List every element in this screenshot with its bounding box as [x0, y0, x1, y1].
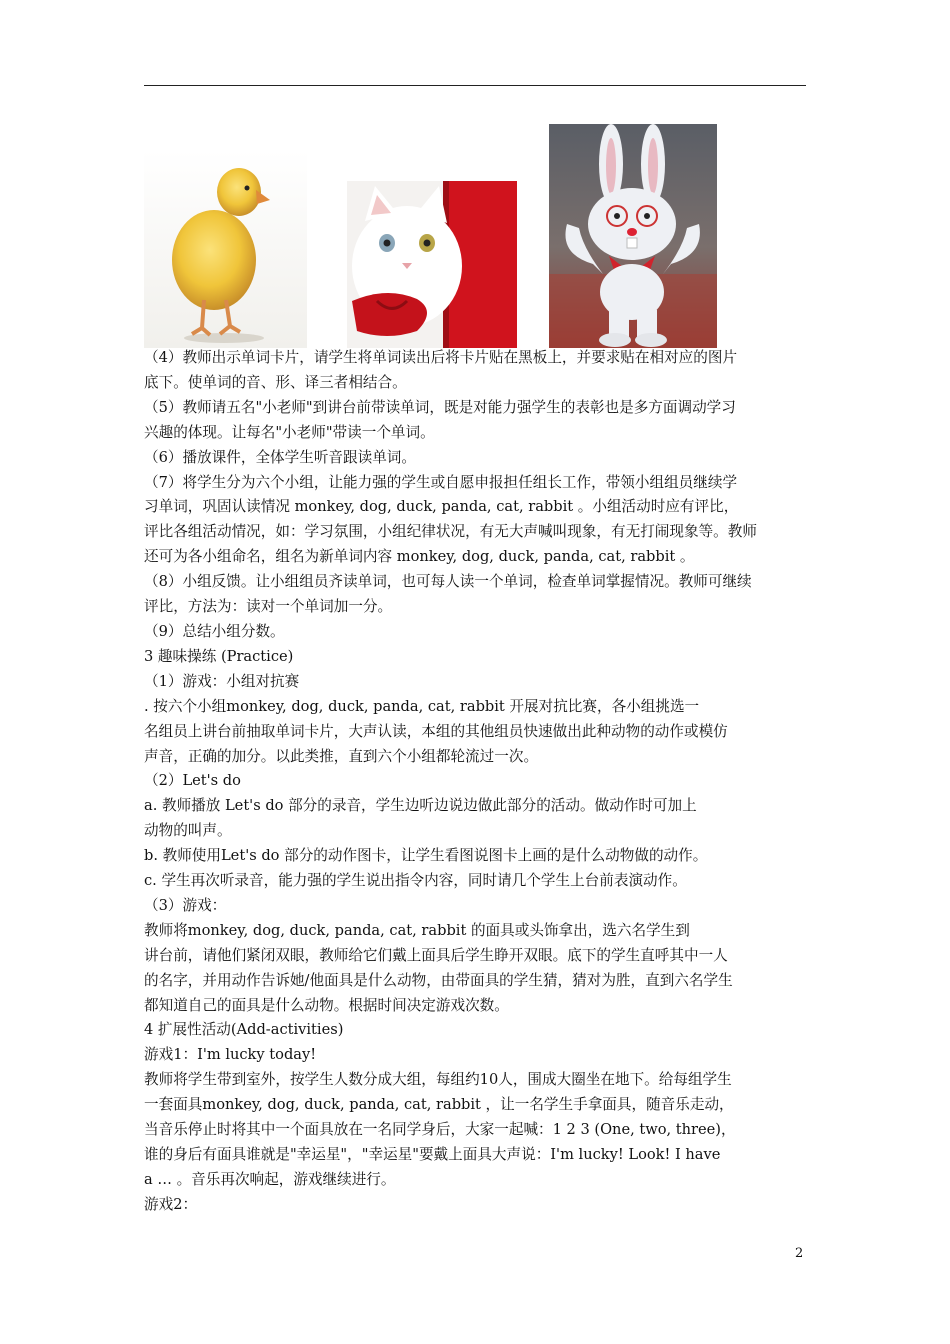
header-rule [144, 85, 806, 86]
text-line: （7）将学生分为六个小组，让能力强的学生或自愿申报担任组长工作，带领小组组员继续学 [144, 473, 738, 491]
page-number: 2 [795, 1246, 804, 1261]
text-line: （2）Let's do [144, 772, 241, 790]
text-line: 评比各组活动情况，如：学习氛围，小组纪律状况，有无大声喊叫现象，有无打闹现象等。教师 [144, 523, 757, 541]
text-line: 名组员上讲台前抽取单词卡片，大声认读，本组的其他组员快速做出此种动物的动作或模仿 [144, 722, 728, 740]
text-line: c. 学生再次听录音，能力强的学生说出指令内容，同时请几个学生上台前表演动作。 [144, 872, 687, 890]
text-line: 还可为各小组命名，组名为新单词内容 monkey, dog, duck, panda, cat, rabbit 。 [144, 548, 695, 566]
text-line: 动物的叫声。 [144, 822, 232, 840]
text-line: a … 。音乐再次响起，游戏继续进行。 [144, 1170, 396, 1188]
text-line: 教师将学生带到室外，按学生人数分成大组，每组约10人，围成大圈坐在地下。给每组学生 [144, 1071, 732, 1089]
text-line: 当音乐停止时将其中一个面具放在一名同学身后，大家一起喊：1 2 3 (One, two, three)， [144, 1121, 736, 1139]
section-heading: 3 趣味操练 (Practice) [144, 647, 294, 665]
text-line: （4）教师出示单词卡片，请学生将单词读出后将卡片贴在黑板上，并要求贴在相对应的图片 [144, 349, 738, 366]
text-line: 谁的身后有面具谁就是"幸运星"，"幸运星"要戴上面具大声说：I'm lucky! Look! I have [144, 1146, 721, 1163]
section-heading: 4 扩展性活动(Add-activities) [144, 1021, 344, 1039]
text-line: 习单词，巩固认读情况 monkey, dog, duck, panda, cat, rabbit 。小组活动时应有评比， [144, 498, 739, 516]
white-cat-photo [347, 181, 517, 348]
text-line: 讲台前，请他们紧闭双眼，教师给它们戴上面具后学生睁开双眼。底下的学生直呼其中一人 [144, 946, 728, 964]
text-line: （8）小组反馈。让小组组员齐读单词，也可每人读一个单词，检查单词掌握情况。教师可继续 [144, 573, 752, 591]
text-line: （6）播放课件，全体学生听音跟读单词。 [144, 448, 416, 466]
text-line: （5）教师请五名"小老师"到讲台前带读单词，既是对能力强学生的表彰也是多方面调动学习 [144, 398, 736, 416]
text-line: 都知道自己的面具是什么动物。根据时间决定游戏次数。 [144, 996, 509, 1014]
text-line: b. 教师使用Let's do 部分的动作图卡，让学生看图说图卡上画的是什么动物做的动作。 [144, 847, 708, 865]
text-line: 游戏2： [144, 1195, 198, 1213]
duckling-photo [144, 150, 307, 348]
text-line: 教师将monkey, dog, duck, panda, cat, rabbit 的面具或头饰拿出，选六名学生到 [144, 921, 690, 939]
text-line: （1）游戏：小组对抗赛 [144, 672, 300, 690]
text-line: 游戏1：I'm lucky today! [144, 1046, 317, 1064]
inflatable-rabbit-photo [549, 124, 717, 348]
text-line: 兴趣的体现。让每名"小老师"带读一个单词。 [144, 423, 435, 441]
text-line: （9）总结小组分数。 [144, 622, 285, 640]
lesson-text [144, 346, 808, 1218]
text-line: a. 教师播放 Let's do 部分的录音，学生边听边说边做此部分的活动。做动作时可加上 [144, 797, 697, 815]
text-line: 声音，正确的加分。以此类推，直到六个小组都轮流过一次。 [144, 747, 539, 765]
text-line: （3）游戏： [144, 896, 227, 914]
text-line: 的名字，并用动作告诉她/他面具是什么动物，由带面具的学生猜，猜对为胜，直到六名学生 [144, 971, 733, 989]
text-line: 评比，方法为：读对一个单词加一分。 [144, 598, 393, 616]
text-line: . 按六个小组monkey, dog, duck, panda, cat, rabbit 开展对抗比赛，各小组挑选一 [144, 697, 700, 715]
text-line: 一套面具monkey, dog, duck, panda, cat, rabbit ，让一名学生手拿面具，随音乐走动， [144, 1096, 734, 1114]
text-line: 底下。使单词的音、形、译三者相结合。 [144, 373, 407, 391]
